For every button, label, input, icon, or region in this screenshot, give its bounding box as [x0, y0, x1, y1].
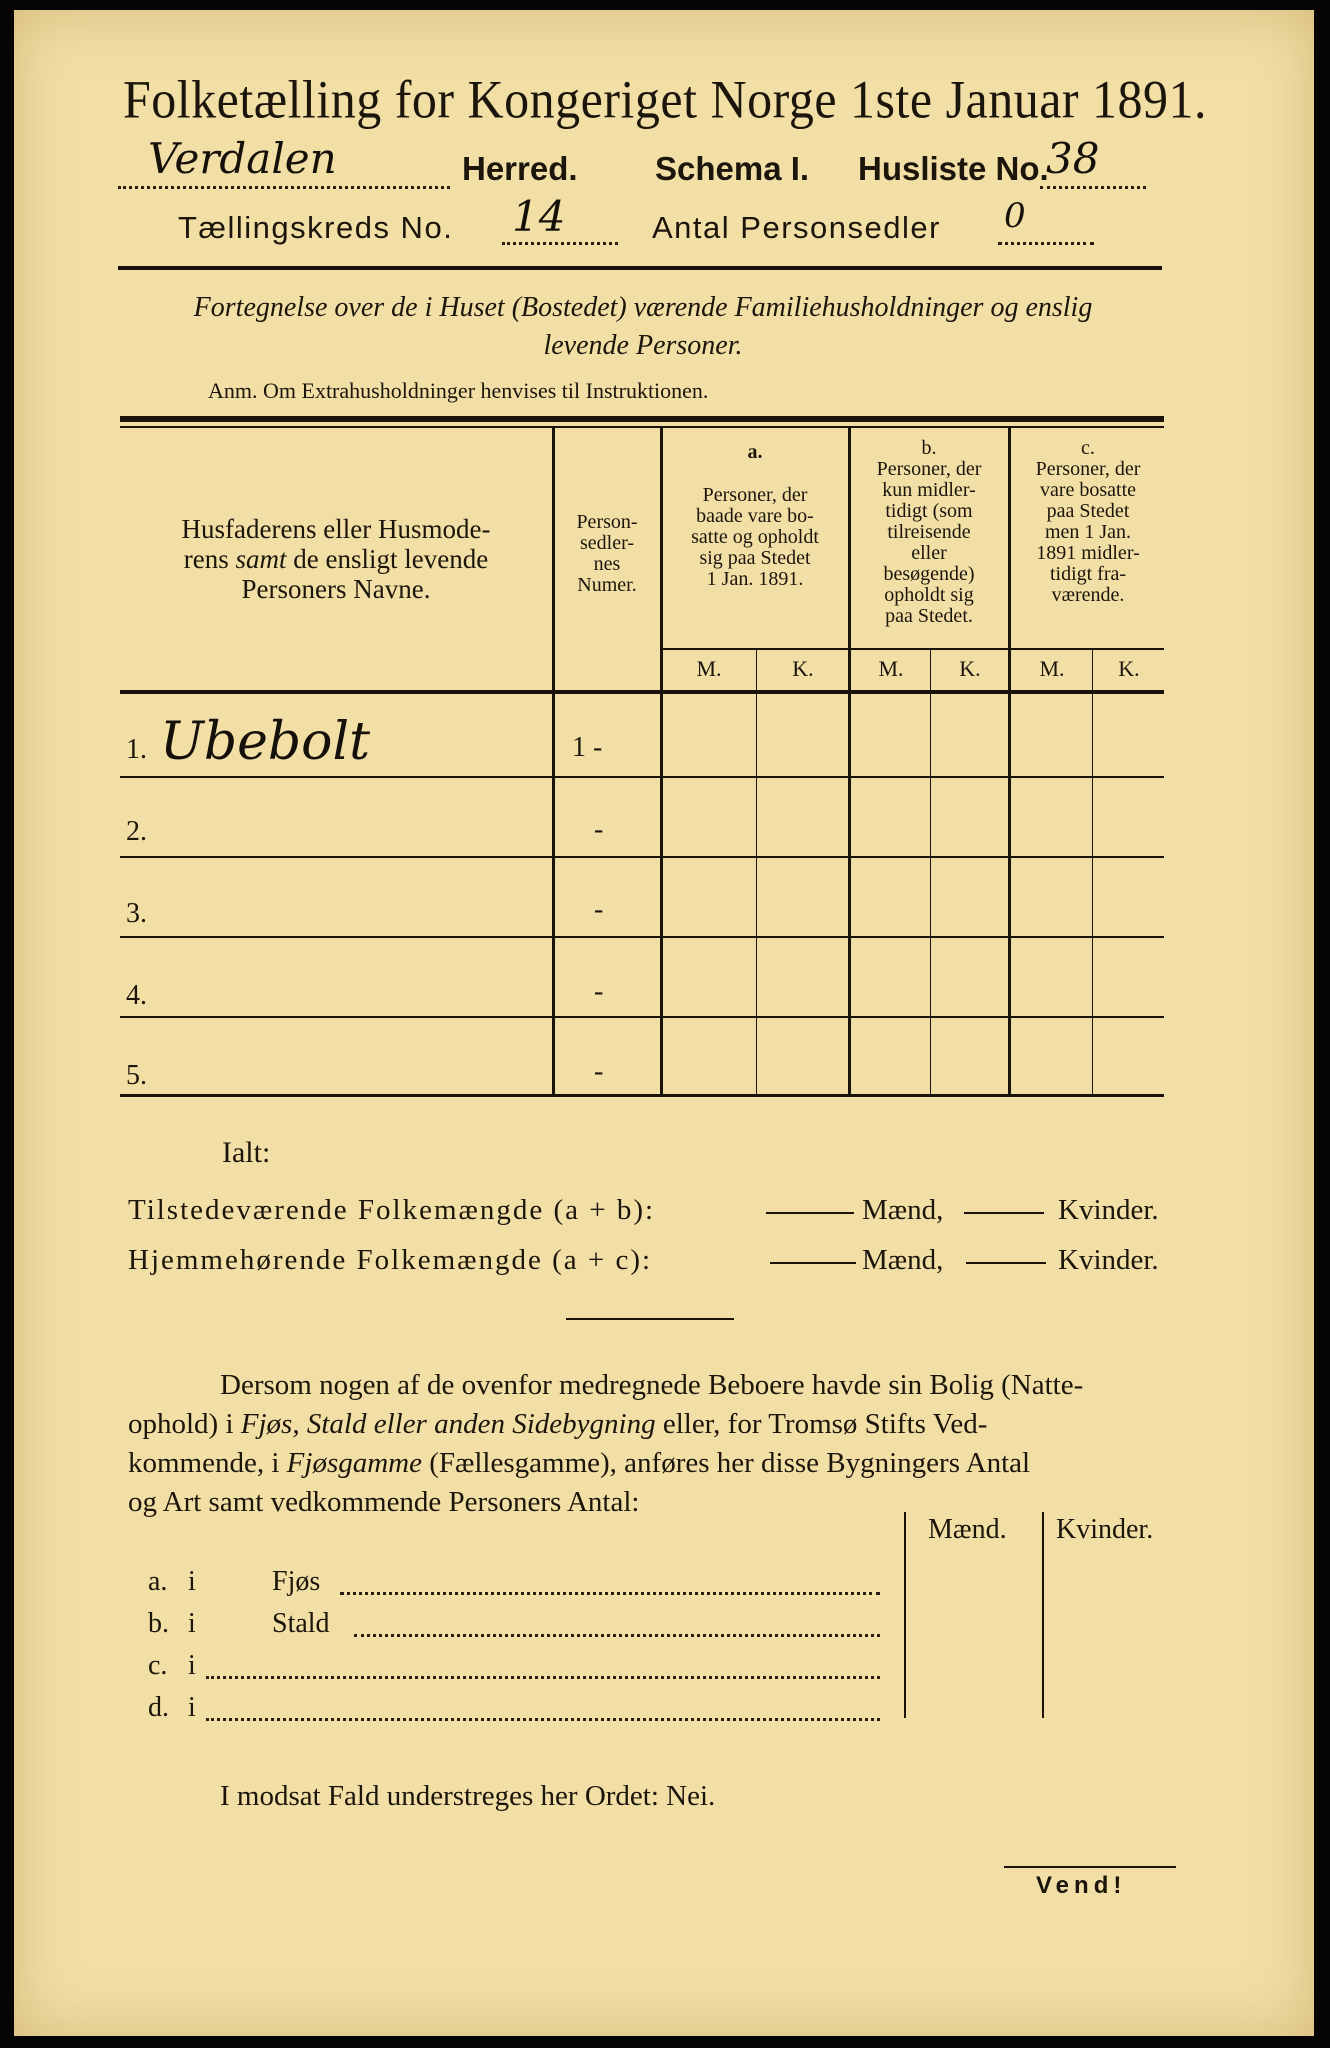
tilstede-maend-field[interactable] [766, 1212, 854, 1214]
col-b-letter: b. [921, 437, 937, 459]
col-names-line-2 [122, 544, 550, 574]
row-person-number: - [594, 1056, 604, 1087]
col-names-line-1: Husfaderens eller Husmode- [181, 514, 491, 544]
col-b-line-5: eller [911, 542, 947, 564]
vend-label: Vend! [1036, 1872, 1127, 1899]
col-a-letter: a. [747, 441, 763, 463]
building-row-fjos[interactable] [148, 1566, 888, 1608]
col-a-line-4: sig paa Stedet [699, 547, 811, 569]
col-b-line-2: kun midler- [882, 479, 976, 501]
para-l3a: kommende, i [128, 1447, 287, 1479]
building-letter: c. [148, 1650, 168, 1681]
building-row-c[interactable] [148, 1650, 888, 1692]
intro-line-1: Fortegnelse over de i Huset (Bostedet) værende Familiehusholdninger og enslig [193, 292, 1093, 323]
building-label: Fjøs [272, 1566, 321, 1597]
antal-label: Antal Personsedler [652, 210, 941, 245]
building-letter: a. [148, 1566, 168, 1597]
table-row[interactable] [120, 1018, 1164, 1094]
para-line-2 [128, 1405, 1172, 1444]
building-label: Stald [272, 1608, 330, 1639]
table-row[interactable] [120, 778, 1164, 858]
kreds-label: Tællingskreds No. [178, 210, 454, 245]
separator-rule [566, 1318, 734, 1320]
col-c-line-4: men 1 Jan. [1044, 521, 1132, 543]
col-names-line-3: Personers Navne. [241, 574, 431, 604]
col-num-line-2: sedler- [579, 532, 634, 554]
building-i: i [188, 1608, 196, 1639]
col-num-line-1: Person- [576, 511, 638, 533]
col-b-line-8: paa Stedet. [885, 605, 973, 627]
table-row[interactable] [120, 858, 1164, 938]
row-name: Ubebolt [160, 712, 371, 772]
building-letter: b. [148, 1608, 169, 1639]
col-header-c [1012, 438, 1164, 606]
modsat-note: I modsat Fald understreges her Ordet: Nei. [220, 1780, 716, 1812]
intro-line-2: levende Personer. [543, 330, 743, 361]
col-c-letter: c. [1081, 437, 1095, 459]
para-l3c: (Fællesgamme), anføres her disse Bygningers Antal [422, 1447, 1031, 1479]
herred-name: Verdalen [148, 134, 337, 183]
schema-label: Schema I. [655, 150, 810, 187]
hjemme-maend-field[interactable] [770, 1262, 856, 1264]
row-number: 1. [126, 734, 147, 765]
para-l2b: Fjøs, Stald eller anden Sidebygning [240, 1408, 656, 1440]
table-bottom-rule [120, 1094, 1164, 1097]
col-a-k: K. [792, 656, 814, 681]
mk-rule [660, 648, 1164, 650]
row-number: 3. [126, 898, 147, 929]
hjemme-label: Hjemmehørende Folkemængde (a + c): [128, 1244, 653, 1276]
col-a-line-1: Personer, der [702, 484, 808, 506]
header-rule [118, 266, 1162, 270]
row-person-number: 1 - [572, 732, 603, 763]
herred-field[interactable] [118, 134, 450, 189]
col-names-l2b: samt [235, 544, 287, 574]
antal-field[interactable] [998, 196, 1094, 245]
col-header-number [556, 512, 658, 596]
row-person-number: - [594, 894, 604, 925]
col-c-line-1: Personer, der [1035, 458, 1141, 480]
col-a-m: M. [696, 656, 722, 681]
col-c-k: K. [1118, 656, 1140, 681]
hjemme-maend-label: Mænd, [862, 1244, 944, 1276]
row-number: 4. [126, 980, 147, 1011]
para-l2a: ophold) i [128, 1408, 241, 1440]
para-line-3 [128, 1444, 1172, 1483]
col-names-l2c: de ensligt levende [286, 544, 489, 574]
table-top-rule [120, 416, 1164, 422]
buildings-divider-2 [1042, 1512, 1044, 1718]
buildings-col-maend: Mænd. [928, 1514, 1007, 1545]
col-num-line-4: Numer. [577, 574, 637, 596]
para-line-1: Dersom nogen af de ovenfor medregnede Beboere havde sin Bolig (Natte- [220, 1369, 1084, 1401]
row-number: 2. [126, 816, 147, 847]
col-header-a [664, 442, 846, 590]
husliste-label: Husliste No. [858, 150, 1049, 187]
ialt-label: Ialt: [222, 1136, 271, 1169]
para-line-4: og Art samt vedkommende Personers Antal: [128, 1486, 640, 1518]
building-i: i [188, 1692, 196, 1723]
tilstede-label: Tilstedeværende Folkemængde (a + b): [128, 1194, 656, 1226]
col-header-names [122, 514, 550, 604]
col-names-l2a: rens [183, 544, 236, 574]
col-c-m: M. [1039, 656, 1065, 681]
hjemme-kvinder-field[interactable] [966, 1262, 1046, 1264]
para-l3b: Fjøsgamme [286, 1447, 422, 1479]
col-header-b [852, 438, 1006, 627]
col-b-m: M. [878, 656, 904, 681]
col-b-line-7: opholdt sig [884, 584, 974, 606]
tilstede-maend-label: Mænd, [862, 1194, 944, 1226]
row-number: 5. [126, 1060, 147, 1091]
husliste-field[interactable] [1040, 134, 1146, 189]
col-a-line-5: 1 Jan. 1891. [706, 568, 804, 590]
para-l2c: eller, for Tromsø Stifts Ved- [655, 1408, 988, 1440]
kreds-number: 14 [512, 192, 566, 241]
row-person-number: - [594, 814, 604, 845]
husliste-number: 38 [1046, 134, 1100, 183]
col-b-line-3: tidigt (som [885, 500, 973, 522]
building-row-stald[interactable] [148, 1608, 888, 1650]
row-person-number: - [594, 976, 604, 1007]
col-b-k: K. [959, 656, 981, 681]
building-letter: d. [148, 1692, 169, 1723]
col-c-line-2: vare bosatte [1039, 479, 1137, 501]
col-c-line-6: tidigt fra- [1049, 563, 1127, 585]
col-b-line-4: tilreisende [887, 521, 971, 543]
antal-value: 0 [1004, 196, 1026, 236]
table-row[interactable] [120, 938, 1164, 1018]
building-i: i [188, 1566, 196, 1597]
vend-rule [1004, 1866, 1176, 1868]
anm-note: Anm. Om Extrahusholdninger henvises til Instruktionen. [208, 378, 709, 403]
col-a-line-3: satte og opholdt [691, 526, 819, 548]
col-num-line-3: nes [593, 553, 621, 575]
buildings-paragraph [128, 1366, 1172, 1522]
col-c-line-7: værende. [1051, 584, 1125, 606]
col-a-line-2: baade vare bo- [696, 505, 814, 527]
table-row[interactable] [120, 694, 1164, 778]
herred-label: Herred. [462, 150, 578, 187]
form-title: Folketælling for Kongeriget Norge 1ste Januar 1891. [122, 68, 1208, 130]
col-b-line-6: besøgende) [883, 563, 975, 585]
buildings-divider-1 [904, 1512, 906, 1718]
col-b-line-1: Personer, der [876, 458, 982, 480]
col-c-line-3: paa Stedet [1046, 500, 1130, 522]
buildings-col-kvinder: Kvinder. [1056, 1514, 1154, 1545]
kreds-field[interactable] [502, 192, 618, 245]
col-c-line-5: 1891 midler- [1036, 542, 1140, 564]
tilstede-kvinder-field[interactable] [964, 1212, 1044, 1214]
building-i: i [188, 1650, 196, 1681]
tilstede-kvinder-label: Kvinder. [1058, 1194, 1159, 1226]
building-row-d[interactable] [148, 1692, 888, 1734]
hjemme-kvinder-label: Kvinder. [1058, 1244, 1159, 1276]
